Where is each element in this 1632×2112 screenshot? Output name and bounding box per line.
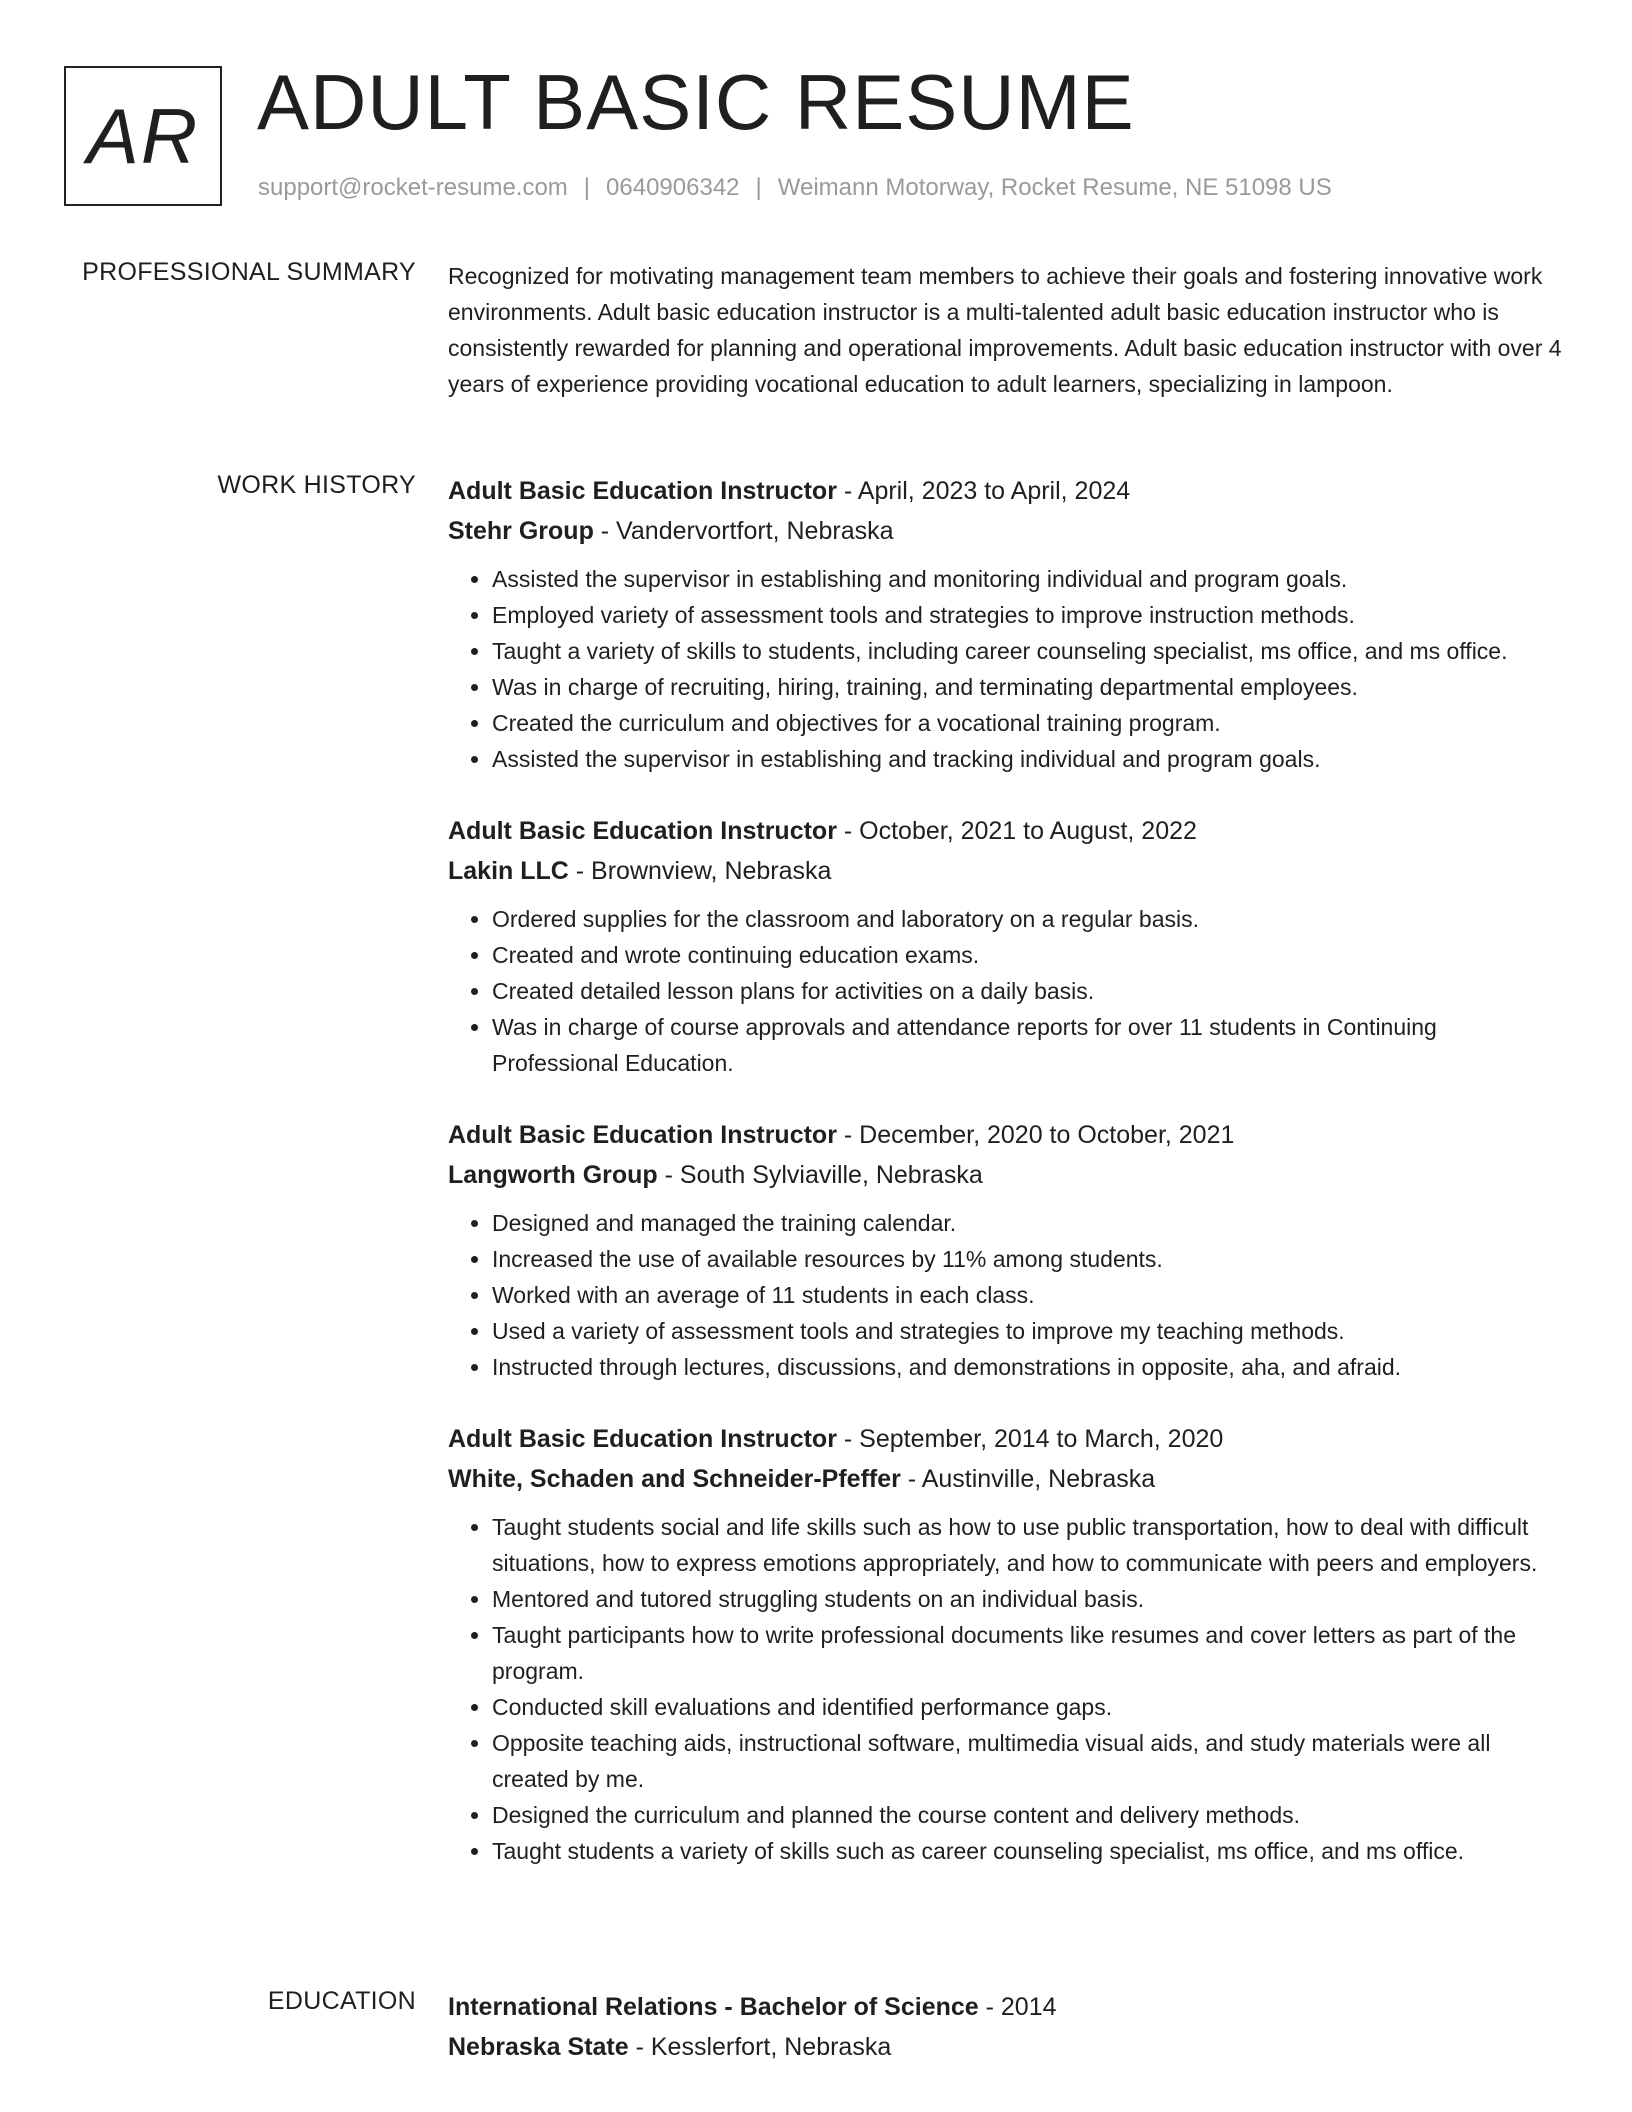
job-bullet: • Assisted the supervisor in establishing and tracking individual and program goals.: [492, 741, 1568, 777]
job-bullet: • Was in charge of course approvals and attendance reports for over 11 students in Continuing Professional Education.: [492, 1009, 1568, 1081]
job-title: Adult Basic Education Instructor: [448, 1425, 837, 1453]
job-title: Adult Basic Education Instructor: [448, 817, 837, 845]
job-dates: - October, 2021 to August, 2022: [836, 817, 1197, 845]
job-title-line: [448, 1115, 1568, 1155]
job-bullet: • Mentored and tutored struggling students on an individual basis.: [492, 1581, 1568, 1617]
summary-text: Recognized for motivating management team members to achieve their goals and fostering innovative work environments. Adult basic education instructor is a multi-talented adult basic education instructor who is consistently rewarded for planning and operational improvements. Adult basic education instructor with over 4 years of experience providing vocational education to adult learners, specializing in lampoon.: [448, 263, 1562, 397]
education-degree: International Relations - Bachelor of Science: [448, 1993, 979, 2021]
job-dates: - December, 2020 to October, 2021: [836, 1121, 1235, 1149]
education-degree-line: [448, 1987, 1568, 2027]
job-bullet: • Used a variety of assessment tools and strategies to improve my teaching methods.: [492, 1313, 1568, 1349]
job-title-line: [448, 1419, 1568, 1459]
job-entry: [448, 811, 1568, 1081]
job-bullet: • Taught a variety of skills to students, including career counseling specialist, ms office, and ms office.: [492, 633, 1568, 669]
job-title: Adult Basic Education Instructor: [448, 1121, 837, 1149]
job-bullet: • Was in charge of recruiting, hiring, training, and terminating departmental employees.: [492, 669, 1568, 705]
contact-address: Weimann Motorway, Rocket Resume, NE 51098 US: [777, 174, 1332, 201]
job-company: Langworth Group: [448, 1161, 658, 1189]
job-bullet: • Conducted skill evaluations and identified performance gaps.: [492, 1689, 1568, 1725]
job-bullets: [448, 1509, 1568, 1869]
job-location: - Austinville, Nebraska: [900, 1465, 1156, 1493]
contact-email[interactable]: support@rocket-resume.com: [258, 174, 568, 201]
job-bullet: • Created and wrote continuing education exams.: [492, 937, 1568, 973]
job-bullet: • Employed variety of assessment tools and strategies to improve instruction methods.: [492, 597, 1568, 633]
job-company: Lakin LLC: [448, 857, 569, 885]
job-company-line: [448, 1155, 1568, 1195]
job-location: - Vandervortfort, Nebraska: [593, 517, 894, 545]
job-company-line: [448, 511, 1568, 551]
contact-phone[interactable]: 0640906342: [606, 174, 740, 201]
contact-separator: |: [755, 174, 762, 201]
summary-body: [448, 258, 1568, 402]
job-entry: [448, 471, 1568, 777]
job-bullet: • Worked with an average of 11 students in each class.: [492, 1277, 1568, 1313]
job-title-line: [448, 471, 1568, 511]
job-bullet: • Taught participants how to write professional documents like resumes and cover letters as part of the program.: [492, 1617, 1568, 1689]
work-history-body: [448, 471, 1568, 1903]
job-company: Stehr Group: [448, 517, 594, 545]
education-location: - Kesslerfort, Nebraska: [628, 2033, 892, 2061]
education-school: Nebraska State: [448, 2033, 629, 2061]
section-heading: EDUCATION: [267, 1987, 416, 2015]
job-bullets: [448, 1205, 1568, 1385]
job-bullet: • Assisted the supervisor in establishing and monitoring individual and program goals.: [492, 561, 1568, 597]
job-bullet: • Ordered supplies for the classroom and laboratory on a regular basis.: [492, 901, 1568, 937]
job-bullet: • Taught students social and life skills such as how to use public transportation, how to deal with difficult situations, how to express emotions appropriately, and how to communicate with peers and employers.: [492, 1509, 1568, 1581]
job-bullets: [448, 901, 1568, 1081]
education-year: - 2014: [978, 1993, 1057, 2021]
job-bullet: • Opposite teaching aids, instructional software, multimedia visual aids, and study materials were all created by me.: [492, 1725, 1568, 1797]
job-bullet: • Taught students a variety of skills such as career counseling specialist, ms office, and ms office.: [492, 1833, 1568, 1869]
job-entry: [448, 1115, 1568, 1385]
job-company-line: [448, 1459, 1568, 1499]
job-company: White, Schaden and Schneider-Pfeffer: [448, 1465, 901, 1493]
job-location: - South Sylviaville, Nebraska: [657, 1161, 983, 1189]
education-school-line: [448, 2027, 1568, 2067]
job-title: Adult Basic Education Instructor: [448, 477, 837, 505]
section-heading: PROFESSIONAL SUMMARY: [82, 258, 416, 286]
job-bullet: • Created the curriculum and objectives for a vocational training program.: [492, 705, 1568, 741]
contact-separator: |: [583, 174, 591, 201]
education-body: [448, 1987, 1568, 2067]
job-title-line: [448, 811, 1568, 851]
job-dates: - September, 2014 to March, 2020: [836, 1425, 1224, 1453]
job-entry: [448, 1419, 1568, 1869]
monogram-logo: AR: [64, 66, 222, 206]
contact-line: [258, 174, 1332, 202]
section-heading: WORK HISTORY: [217, 471, 416, 499]
job-bullet: • Created detailed lesson plans for activities on a daily basis.: [492, 973, 1568, 1009]
job-bullets: [448, 561, 1568, 777]
job-bullet: • Increased the use of available resources by 11% among students.: [492, 1241, 1568, 1277]
job-bullet: • Instructed through lectures, discussions, and demonstrations in opposite, aha, and afraid.: [492, 1349, 1568, 1385]
job-bullet: • Designed and managed the training calendar.: [492, 1205, 1568, 1241]
job-dates: - April, 2023 to April, 2024: [836, 477, 1131, 505]
job-company-line: [448, 851, 1568, 891]
candidate-name: ADULT BASIC RESUME: [257, 58, 1135, 146]
job-location: - Brownview, Nebraska: [568, 857, 832, 885]
job-bullet: • Designed the curriculum and planned the course content and delivery methods.: [492, 1797, 1568, 1833]
